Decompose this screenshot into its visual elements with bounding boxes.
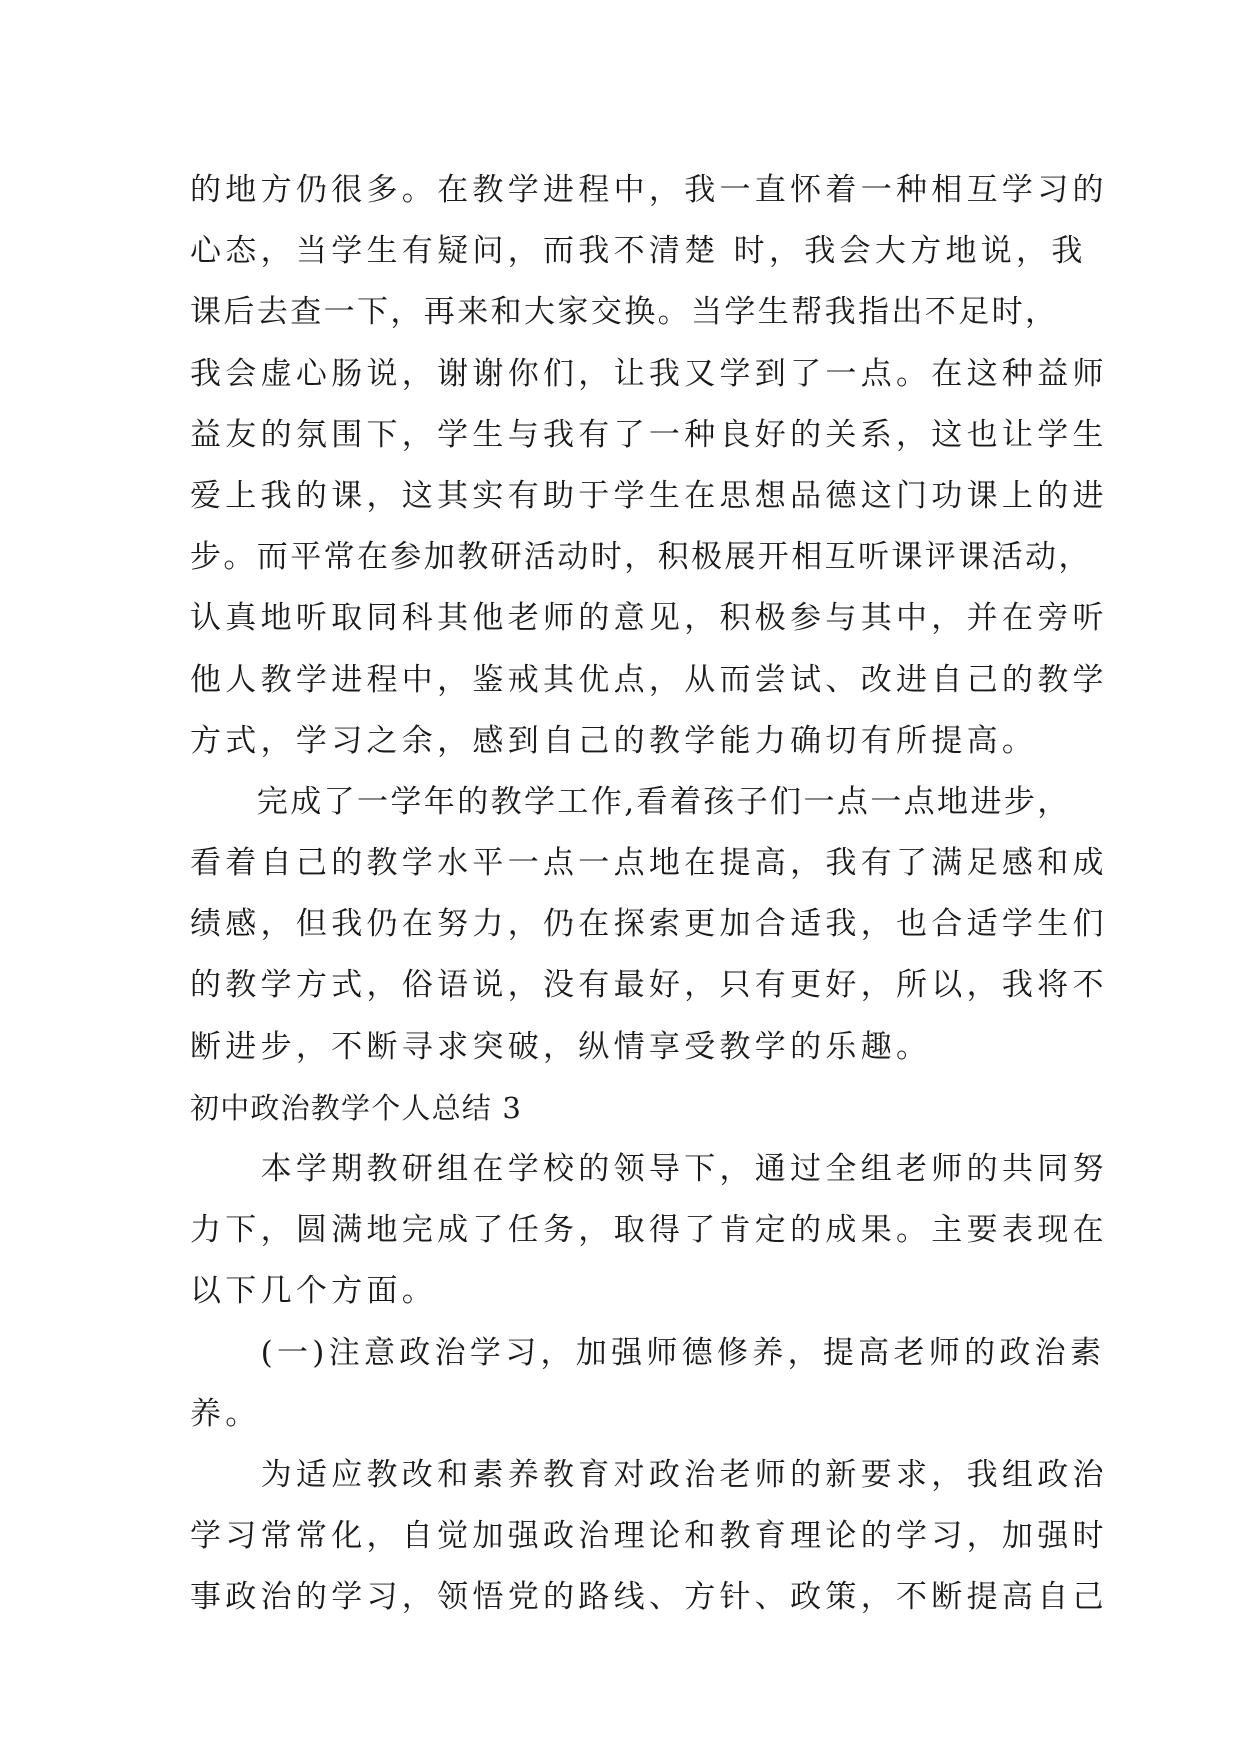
paragraph-line: 步。而平常在参加教研活动时，积极展开相互听课评课活动， xyxy=(190,539,1092,576)
paragraph-line: 益友的氛围下，学生与我有了一种良好的关系，这也让学生 xyxy=(190,416,1108,453)
paragraph-line: 绩感，但我仍在努力，仍在探索更加合适我，也合适学生们 xyxy=(190,906,1108,943)
paragraph-line: 认真地听取同科其他老师的意见，积极参与其中，并在旁听 xyxy=(190,600,1108,637)
paragraph-line: 为适应教改和素养教育对政治老师的新要求，我组政治 xyxy=(190,1456,1108,1493)
paragraph-line: 事政治的学习，领悟党的路线、方针、政策，不断提高自己 xyxy=(190,1579,1108,1616)
section-heading: 初中政治教学个人总结 3 xyxy=(190,1090,523,1125)
paragraph-line: (一)注意政治学习，加强师德修养，提高老师的政治素 xyxy=(190,1334,1106,1371)
paragraph-line: 的教学方式，俗语说，没有最好，只有更好，所以，我将不 xyxy=(190,967,1108,1004)
paragraph-line: 断进步，不断寻求突破，纵情享受教学的乐趣。 xyxy=(190,1028,932,1065)
paragraph-line: 养。 xyxy=(190,1395,261,1432)
paragraph-line: 心态，当学生有疑问，而我不清楚 时，我会大方地说，我 xyxy=(190,233,1087,270)
document-body xyxy=(190,160,1108,1629)
paragraph-line: 课后去查一下，再来和大家交换。当学生帮我指出不足时， xyxy=(190,294,1059,331)
paragraph-line: 爱上我的课，这其实有助于学生在思想品德这门功课上的进 xyxy=(190,477,1108,514)
paragraph-line: 力下，圆满地完成了任务，取得了肯定的成果。主要表现在 xyxy=(190,1212,1108,1249)
paragraph-line: 本学期教研组在学校的领导下，通过全组老师的共同努 xyxy=(190,1151,1108,1187)
paragraph-line: 方式，学习之余，感到自己的教学能力确切有所提高。 xyxy=(190,722,1038,759)
paragraph-line: 我会虚心肠说，谢谢你们，让我又学到了一点。在这种益师 xyxy=(190,355,1108,392)
paragraph-line: 以下几个方面。 xyxy=(190,1273,438,1310)
paragraph-line: 完成了一学年的教学工作,看着孩子们一点一点地进步， xyxy=(190,783,1071,820)
paragraph-line: 学习常常化，自觉加强政治理论和教育理论的学习，加强时 xyxy=(190,1518,1108,1555)
paragraph-line: 他人教学进程中，鉴戒其优点，从而尝试、改进自己的教学 xyxy=(190,661,1108,698)
paragraph-line: 看着自己的教学水平一点一点地在提高，我有了满足感和成 xyxy=(190,845,1108,882)
paragraph-line: 的地方仍很多。在教学进程中，我一直怀着一种相互学习的 xyxy=(190,172,1108,208)
